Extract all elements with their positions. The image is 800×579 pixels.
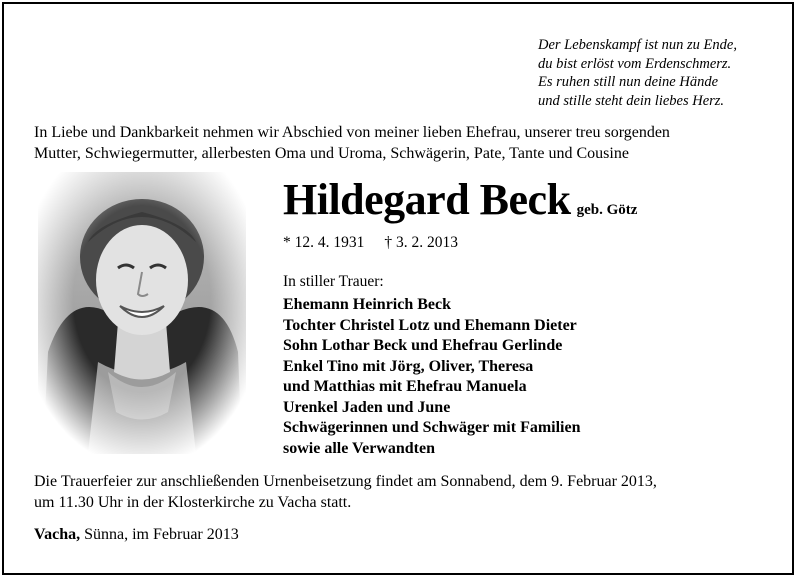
place-town: Vacha,: [34, 526, 81, 543]
mourner-line: Schwägerinnen und Schwäger mit Familien: [283, 419, 581, 436]
place-rest: Sünna, im Februar 2013: [80, 526, 239, 543]
funeral-line: Die Trauerfeier zur anschließenden Urnenbeisetzung findet am Sonnabend, dem 9. Februar 2013,: [34, 473, 657, 490]
mourner-line: Enkel Tino mit Jörg, Oliver, Theresa: [283, 357, 534, 375]
mourner-line: und Matthias mit Ehefrau Manuela: [283, 378, 527, 395]
mourners-heading: In stiller Trauer:: [283, 273, 384, 290]
intro-line: Mutter, Schwiegermutter, allerbesten Oma und Uroma, Schwägerin, Pate, Tante und Cousine: [34, 145, 629, 162]
birth-name: geb. Götz: [576, 202, 638, 218]
mourner-line: Sohn Lothar Beck und Ehefrau Gerlinde: [283, 337, 563, 354]
deceased-name: Hildegard Beck: [283, 175, 571, 224]
death-date: † 3. 2. 2013: [384, 234, 458, 251]
portrait-photo: [38, 172, 246, 454]
funeral-line: um 11.30 Uhr in der Klosterkirche zu Vacha statt.: [34, 493, 352, 511]
mourner-line: sowie alle Verwandten: [283, 439, 435, 457]
intro-text: [34, 122, 670, 164]
place-and-date: [34, 526, 239, 544]
funeral-info: [34, 472, 657, 513]
poem-line: Der Lebenskampf ist nun zu Ende,: [538, 37, 737, 53]
mourner-line: Ehemann Heinrich Beck: [283, 296, 452, 313]
poem-line: Es ruhen still nun deine Hände: [538, 74, 719, 90]
mourner-line: Tochter Christel Lotz und Ehemann Dieter: [283, 316, 577, 334]
life-dates: [283, 234, 458, 252]
birth-date: * 12. 4. 1931: [283, 234, 365, 251]
deceased-name-row: [283, 174, 637, 225]
poem-line: und stille steht dein liebes Herz.: [538, 92, 725, 109]
intro-line: In Liebe und Dankbarkeit nehmen wir Abschied von meiner lieben Ehefrau, unserer treu sorgenden: [34, 124, 670, 141]
mourner-line: Urenkel Jaden und June: [283, 398, 451, 416]
poem-line: du bist erlöst vom Erdenschmerz.: [538, 55, 732, 72]
poem: [538, 36, 737, 110]
mourners-list: [283, 295, 581, 459]
